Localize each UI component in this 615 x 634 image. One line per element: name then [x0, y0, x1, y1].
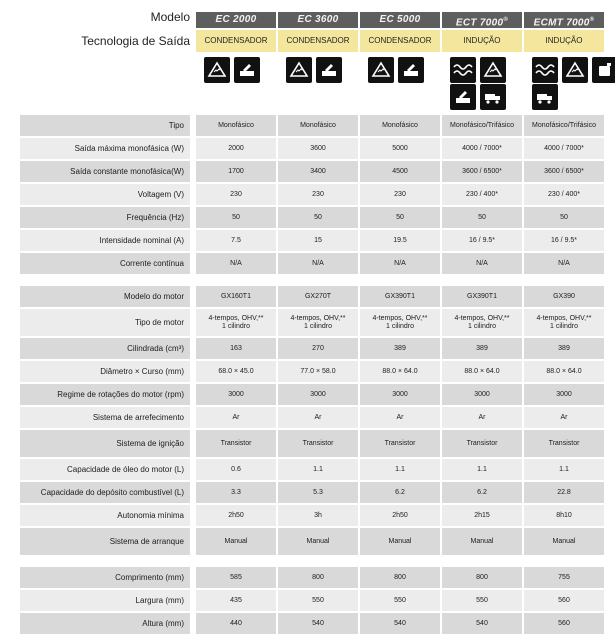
table-cell: 440: [196, 613, 276, 634]
icon-row: [450, 57, 506, 83]
table-cell: 230 / 400*: [524, 184, 604, 205]
table-cell: 550: [360, 590, 440, 611]
table-cell: 540: [360, 613, 440, 634]
table-cell: 88.0 × 64.0: [442, 361, 522, 382]
tool-icon: [398, 57, 424, 83]
table-cell: 389: [442, 338, 522, 359]
table-row: [20, 184, 610, 205]
table-row: [20, 230, 610, 251]
table-cell: Monofásico/Trifásico: [524, 115, 604, 136]
table-cell: 270: [278, 338, 358, 359]
table-cell: 4-tempos, OHV,** 1 cilindro: [278, 309, 358, 336]
warning-icon: [480, 57, 506, 83]
icon-row: [368, 57, 424, 83]
row-label: Comprimento (mm): [20, 567, 190, 588]
row-label: Diâmetro × Curso (mm): [20, 361, 190, 382]
table-cell: 230: [196, 184, 276, 205]
row-label: Capacidade do depósito combustível (L): [20, 482, 190, 503]
table-cell: GX390: [524, 286, 604, 307]
table-cell: 50: [360, 207, 440, 228]
table-cell: GX160T1: [196, 286, 276, 307]
tech-cell-5: INDUÇÃO: [524, 30, 604, 52]
table-cell: GX270T: [278, 286, 358, 307]
table-cell: Manual: [524, 528, 604, 555]
table-cell: Manual: [360, 528, 440, 555]
table-cell: 3600: [278, 138, 358, 159]
row-label: Intensidade nominal (A): [20, 230, 190, 251]
tool-icon: [450, 84, 476, 110]
row-label: Modelo do motor: [20, 286, 190, 307]
icon-row: [532, 84, 558, 110]
row-label: Sistema de arranque: [20, 528, 190, 555]
table-cell: Ar: [442, 407, 522, 428]
table-cell: 3000: [442, 384, 522, 405]
model-star: ®: [503, 17, 509, 23]
model-name-text: ECMT 7000: [533, 17, 590, 29]
table-cell: Manual: [196, 528, 276, 555]
table-cell: 540: [278, 613, 358, 634]
table-row: [20, 253, 610, 274]
table-row: [20, 407, 610, 428]
model-name-text: EC 5000: [379, 14, 421, 25]
row-label: Autonomia mínima: [20, 505, 190, 526]
table-cell: 800: [360, 567, 440, 588]
table-cell: 1.1: [524, 459, 604, 480]
table-cell: 3.3: [196, 482, 276, 503]
tech-cell-1: CONDENSADOR: [196, 30, 276, 52]
table-cell: Monofásico/Trifásico: [442, 115, 522, 136]
wave-icon: [532, 57, 558, 83]
table-row: [20, 115, 610, 136]
table-cell: 50: [196, 207, 276, 228]
table-cell: 3600 / 6500*: [524, 161, 604, 182]
table-cell: 3000: [278, 384, 358, 405]
icon-row: [204, 57, 260, 83]
table-cell: 0.6: [196, 459, 276, 480]
icon-row: [532, 57, 615, 83]
table-cell: 8h10: [524, 505, 604, 526]
warning-icon: [286, 57, 312, 83]
table-cell: 88.0 × 64.0: [360, 361, 440, 382]
table-cell: 16 / 9.5*: [524, 230, 604, 251]
tool-icon: [234, 57, 260, 83]
table-cell: 230: [360, 184, 440, 205]
table-cell: 2000: [196, 138, 276, 159]
table-cell: Ar: [524, 407, 604, 428]
row-label: Sistema de arrefecimento: [20, 407, 190, 428]
table-cell: 3000: [196, 384, 276, 405]
model-name-text: ECT 7000: [455, 17, 504, 29]
table-cell: 755: [524, 567, 604, 588]
table-cell: 585: [196, 567, 276, 588]
table-row: [20, 482, 610, 503]
model-name-3: [360, 12, 440, 28]
table-cell: Ar: [360, 407, 440, 428]
row-label: Frequência (Hz): [20, 207, 190, 228]
warning-icon: [562, 57, 588, 83]
table-cell: N/A: [196, 253, 276, 274]
model-name-text: EC 2000: [215, 14, 257, 25]
table-cell: 389: [360, 338, 440, 359]
table-cell: 6.2: [360, 482, 440, 503]
row-label: Capacidade de óleo do motor (L): [20, 459, 190, 480]
table-row: [20, 361, 610, 382]
row-label: Sistema de ignição: [20, 430, 190, 457]
table-cell: 19.5: [360, 230, 440, 251]
table-cell: 4000 / 7000*: [442, 138, 522, 159]
table-cell: N/A: [524, 253, 604, 274]
table-row: [20, 161, 610, 182]
icon-row: [450, 84, 506, 110]
table-cell: GX390T1: [442, 286, 522, 307]
table-row: [20, 286, 610, 307]
table-cell: 2h15: [442, 505, 522, 526]
tech-cell-3: CONDENSADOR: [360, 30, 440, 52]
table-cell: Monofásico: [278, 115, 358, 136]
table-cell: 1.1: [360, 459, 440, 480]
table-cell: 5.3: [278, 482, 358, 503]
table-cell: N/A: [278, 253, 358, 274]
table-cell: GX390T1: [360, 286, 440, 307]
table-cell: 800: [278, 567, 358, 588]
table-cell: 77.0 × 58.0: [278, 361, 358, 382]
row-label: Regime de rotações do motor (rpm): [20, 384, 190, 405]
table-cell: 389: [524, 338, 604, 359]
table-row: [20, 430, 610, 457]
table-cell: 560: [524, 590, 604, 611]
table-cell: Manual: [278, 528, 358, 555]
row-label: Voltagem (V): [20, 184, 190, 205]
row-label: Saída máxima monofásica (W): [20, 138, 190, 159]
table-row: [20, 505, 610, 526]
wave-icon: [450, 57, 476, 83]
table-cell: 3h: [278, 505, 358, 526]
table-cell: 1.1: [278, 459, 358, 480]
table-cell: 3600 / 6500*: [442, 161, 522, 182]
table-row: [20, 338, 610, 359]
model-name-text: EC 3600: [297, 14, 339, 25]
model-star: ®: [589, 17, 595, 23]
table-cell: 550: [278, 590, 358, 611]
model-label: Modelo: [150, 10, 190, 24]
table-cell: Transistor: [278, 430, 358, 457]
table-cell: 1.1: [442, 459, 522, 480]
table-cell: 4-tempos, OHV,** 1 cilindro: [360, 309, 440, 336]
table-cell: 435: [196, 590, 276, 611]
tech-cell-4: INDUÇÃO: [442, 30, 522, 52]
table-cell: Transistor: [360, 430, 440, 457]
row-label: Saída constante monofásica(W): [20, 161, 190, 182]
table-cell: 5000: [360, 138, 440, 159]
row-label: Cilindrada (cm³): [20, 338, 190, 359]
table-row: [20, 590, 610, 611]
table-row: [20, 528, 610, 555]
table-cell: 800: [442, 567, 522, 588]
table-cell: Transistor: [196, 430, 276, 457]
row-label: Tipo: [20, 115, 190, 136]
table-cell: Monofásico: [196, 115, 276, 136]
table-row: [20, 138, 610, 159]
trolley-icon: [480, 84, 506, 110]
table-cell: Ar: [278, 407, 358, 428]
table-cell: 22.8: [524, 482, 604, 503]
table-cell: 4500: [360, 161, 440, 182]
warning-icon: [368, 57, 394, 83]
table-row: [20, 384, 610, 405]
table-cell: 68.0 × 45.0: [196, 361, 276, 382]
table-cell: 560: [524, 613, 604, 634]
table-row: [20, 309, 610, 336]
table-cell: 550: [442, 590, 522, 611]
table-cell: 16 / 9.5*: [442, 230, 522, 251]
table-cell: 88.0 × 64.0: [524, 361, 604, 382]
table-cell: 50: [524, 207, 604, 228]
table-row: [20, 459, 610, 480]
table-cell: 2h50: [360, 505, 440, 526]
table-cell: 4000 / 7000*: [524, 138, 604, 159]
table-cell: 230 / 400*: [442, 184, 522, 205]
table-cell: 6.2: [442, 482, 522, 503]
row-label: Largura (mm): [20, 590, 190, 611]
table-cell: 3000: [360, 384, 440, 405]
model-name-4: [442, 12, 522, 28]
warning-icon: [204, 57, 230, 83]
model-name-5: [524, 12, 604, 28]
table-cell: 3000: [524, 384, 604, 405]
table-cell: N/A: [360, 253, 440, 274]
table-row: [20, 613, 610, 634]
table-row: [20, 207, 610, 228]
table-cell: 540: [442, 613, 522, 634]
table-cell: 2h50: [196, 505, 276, 526]
row-label: Altura (mm): [20, 613, 190, 634]
table-cell: N/A: [442, 253, 522, 274]
icon-row: [286, 57, 342, 83]
table-cell: 4-tempos, OHV,** 1 cilindro: [524, 309, 604, 336]
table-cell: 15: [278, 230, 358, 251]
table-cell: 4-tempos, OHV,** 1 cilindro: [442, 309, 522, 336]
table-cell: 230: [278, 184, 358, 205]
tool-icon: [316, 57, 342, 83]
table-row: [20, 567, 610, 588]
table-cell: Monofásico: [360, 115, 440, 136]
table-cell: 50: [442, 207, 522, 228]
table-cell: 163: [196, 338, 276, 359]
trolley-icon: [532, 84, 558, 110]
table-cell: Ar: [196, 407, 276, 428]
table-cell: 7.5: [196, 230, 276, 251]
table-cell: 4-tempos, OHV,** 1 cilindro: [196, 309, 276, 336]
tech-label: Tecnologia de Saída: [81, 34, 190, 48]
table-cell: Transistor: [524, 430, 604, 457]
table-cell: Transistor: [442, 430, 522, 457]
row-label: Tipo de motor: [20, 309, 190, 336]
table-cell: 1700: [196, 161, 276, 182]
row-label: Corrente contínua: [20, 253, 190, 274]
table-cell: 3400: [278, 161, 358, 182]
model-name-2: [278, 12, 358, 28]
fuel-can-icon: [592, 57, 615, 83]
model-name-1: [196, 12, 276, 28]
tech-cell-2: CONDENSADOR: [278, 30, 358, 52]
table-cell: Manual: [442, 528, 522, 555]
table-cell: 50: [278, 207, 358, 228]
